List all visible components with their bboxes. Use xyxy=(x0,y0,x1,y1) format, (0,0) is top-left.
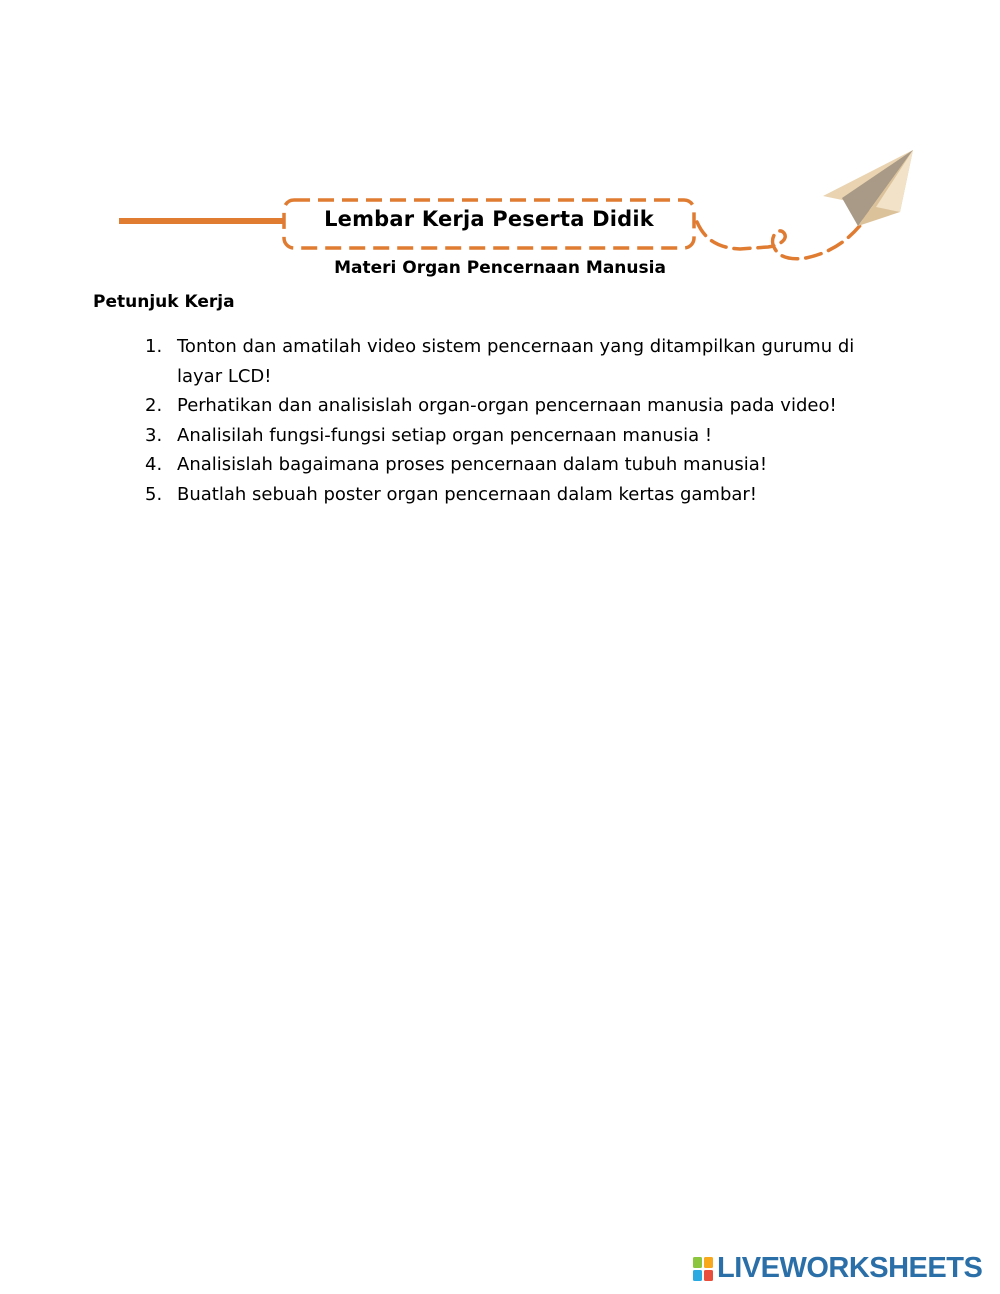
step-number: 4. xyxy=(145,454,163,475)
list-item xyxy=(145,480,865,510)
step-text: Analisislah bagaimana proses pencernaan dalam tubuh manusia! xyxy=(177,454,768,475)
step-number: 1. xyxy=(145,336,163,357)
list-item xyxy=(145,421,865,451)
list-item xyxy=(145,332,865,391)
step-text: Perhatikan dan analisislah organ-organ pencernaan manusia pada video! xyxy=(177,395,837,416)
worksheet-subtitle: Materi Organ Pencernaan Manusia xyxy=(334,258,666,278)
step-text: Analisilah fungsi-fungsi setiap organ pencernaan manusia ! xyxy=(177,424,713,446)
step-text: Buatlah sebuah poster organ pencernaan dalam kertas gambar! xyxy=(177,483,758,505)
liveworksheets-wordmark: LIVEWORKSHEETS xyxy=(717,1252,983,1284)
liveworksheets-logo-icon xyxy=(692,1256,714,1282)
instruction-list xyxy=(145,332,865,509)
list-item xyxy=(145,391,865,421)
banner-dashed-trail xyxy=(697,212,870,259)
liveworksheets-brand[interactable] xyxy=(692,1252,982,1285)
worksheet-title: Lembar Kerja Peserta Didik xyxy=(324,207,654,231)
step-text: Tonton dan amatilah video sistem pencernaan yang ditampilkan gurumu di layar LCD! xyxy=(177,336,855,387)
step-number: 5. xyxy=(145,483,163,505)
paper-plane-icon xyxy=(823,150,913,226)
list-item xyxy=(145,450,865,480)
step-number: 2. xyxy=(145,395,163,416)
title-banner-decoration xyxy=(0,0,1000,300)
instructions-heading: Petunjuk Kerja xyxy=(93,292,235,312)
step-number: 3. xyxy=(145,424,163,446)
